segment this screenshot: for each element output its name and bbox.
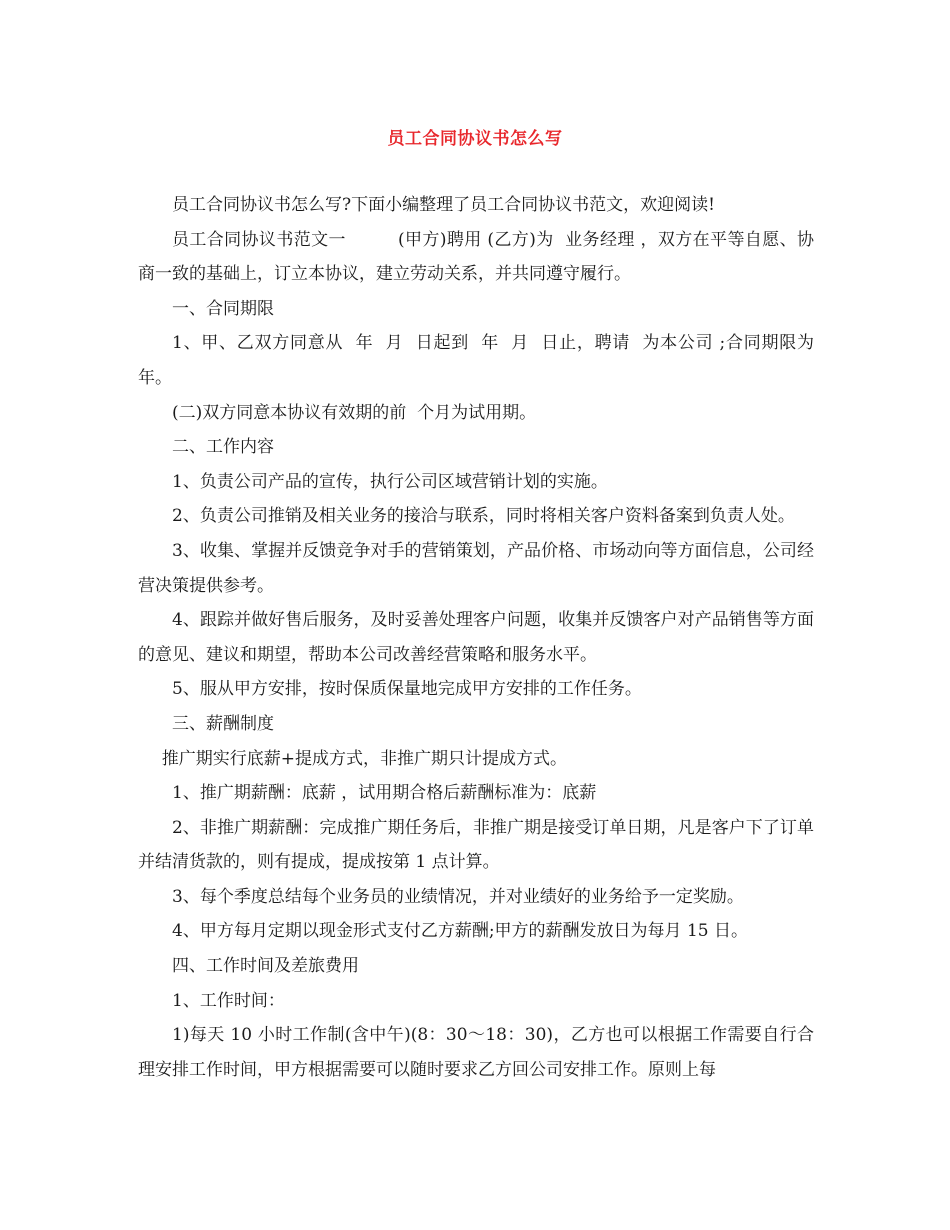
paragraph-term-1: 1、甲、乙双方同意从 年 月 日起到 年 月 日止，聘请 为本公司 ;合同期限为 年。 <box>138 333 820 388</box>
section-heading-work-hours: 四、工作时间及差旅费用 <box>172 956 359 977</box>
section-heading-contract-term: 一、合同期限 <box>172 298 274 319</box>
paragraph-intro: 员工合同协议书怎么写?下面小编整理了员工合同协议书范文，欢迎阅读! <box>172 195 715 215</box>
section-heading-work-content: 二、工作内容 <box>172 437 274 458</box>
paragraph-salary-2: 2、非推广期薪酬：完成推广期任务后，非推广期是接受订单日期，凡是客户下了订单并结清货款的，则有提成，提成按第 1 点计算。 <box>138 817 814 873</box>
paragraph-work-4: 4、跟踪并做好售后服务，及时妥善处理客户问题，收集并反馈客户对产品销售等方面的意见、建议和期望，帮助本公司改善经营策略和服务水平。 <box>138 610 814 665</box>
paragraph-salary-1: 1、推广期薪酬：底薪 ，试用期合格后薪酬标准为：底薪 <box>172 783 597 804</box>
paragraph-hours-1: 1)每天 10 小时工作制(含中午)(8：30～18：30)，乙方也可以根据工作需要自行合理安排工作时间，甲方根据需要可以随时要求乙方回公司安排工作。原则上每 <box>138 1025 814 1080</box>
document-body <box>138 188 820 1087</box>
paragraph-hours-heading: 1、工作时间： <box>172 990 285 1011</box>
paragraph-sample-one: 员工合同协议书范文一 (甲方)聘用 (乙方)为 业务经理 ，双方在平等自愿、协商一致的基础上，订立本协议，建立劳动关系，并共同遵守履行。 <box>138 229 814 285</box>
paragraph-probation: (二)双方同意本协议有效期的前 个月为试用期。 <box>172 402 537 423</box>
paragraph-work-3: 3、收集、掌握并反馈竞争对手的营销策划，产品价格、市场动向等方面信息，公司经营决策提供参考。 <box>138 540 814 596</box>
paragraph-work-5: 5、服从甲方安排，按时保质保量地完成甲方安排的工作任务。 <box>172 679 642 700</box>
document-title: 员工合同协议书怎么写 <box>387 129 563 149</box>
paragraph-work-1: 1、负责公司产品的宣传，执行公司区域营销计划的实施。 <box>172 471 608 492</box>
paragraph-salary-intro: 推广期实行底薪+提成方式，非推广期只计提成方式。 <box>161 748 568 769</box>
paragraph-salary-4: 4、甲方每月定期以现金形式支付乙方薪酬;甲方的薪酬发放日为每月 15 日。 <box>172 921 748 942</box>
paragraph-work-2: 2、负责公司推销及相关业务的接洽与联系，同时将相关客户资料备案到负责人处。 <box>172 506 795 527</box>
section-heading-salary: 三、薪酬制度 <box>172 713 274 734</box>
paragraph-salary-3: 3、每个季度总结每个业务员的业绩情况，并对业绩好的业务给予一定奖励。 <box>172 886 744 907</box>
